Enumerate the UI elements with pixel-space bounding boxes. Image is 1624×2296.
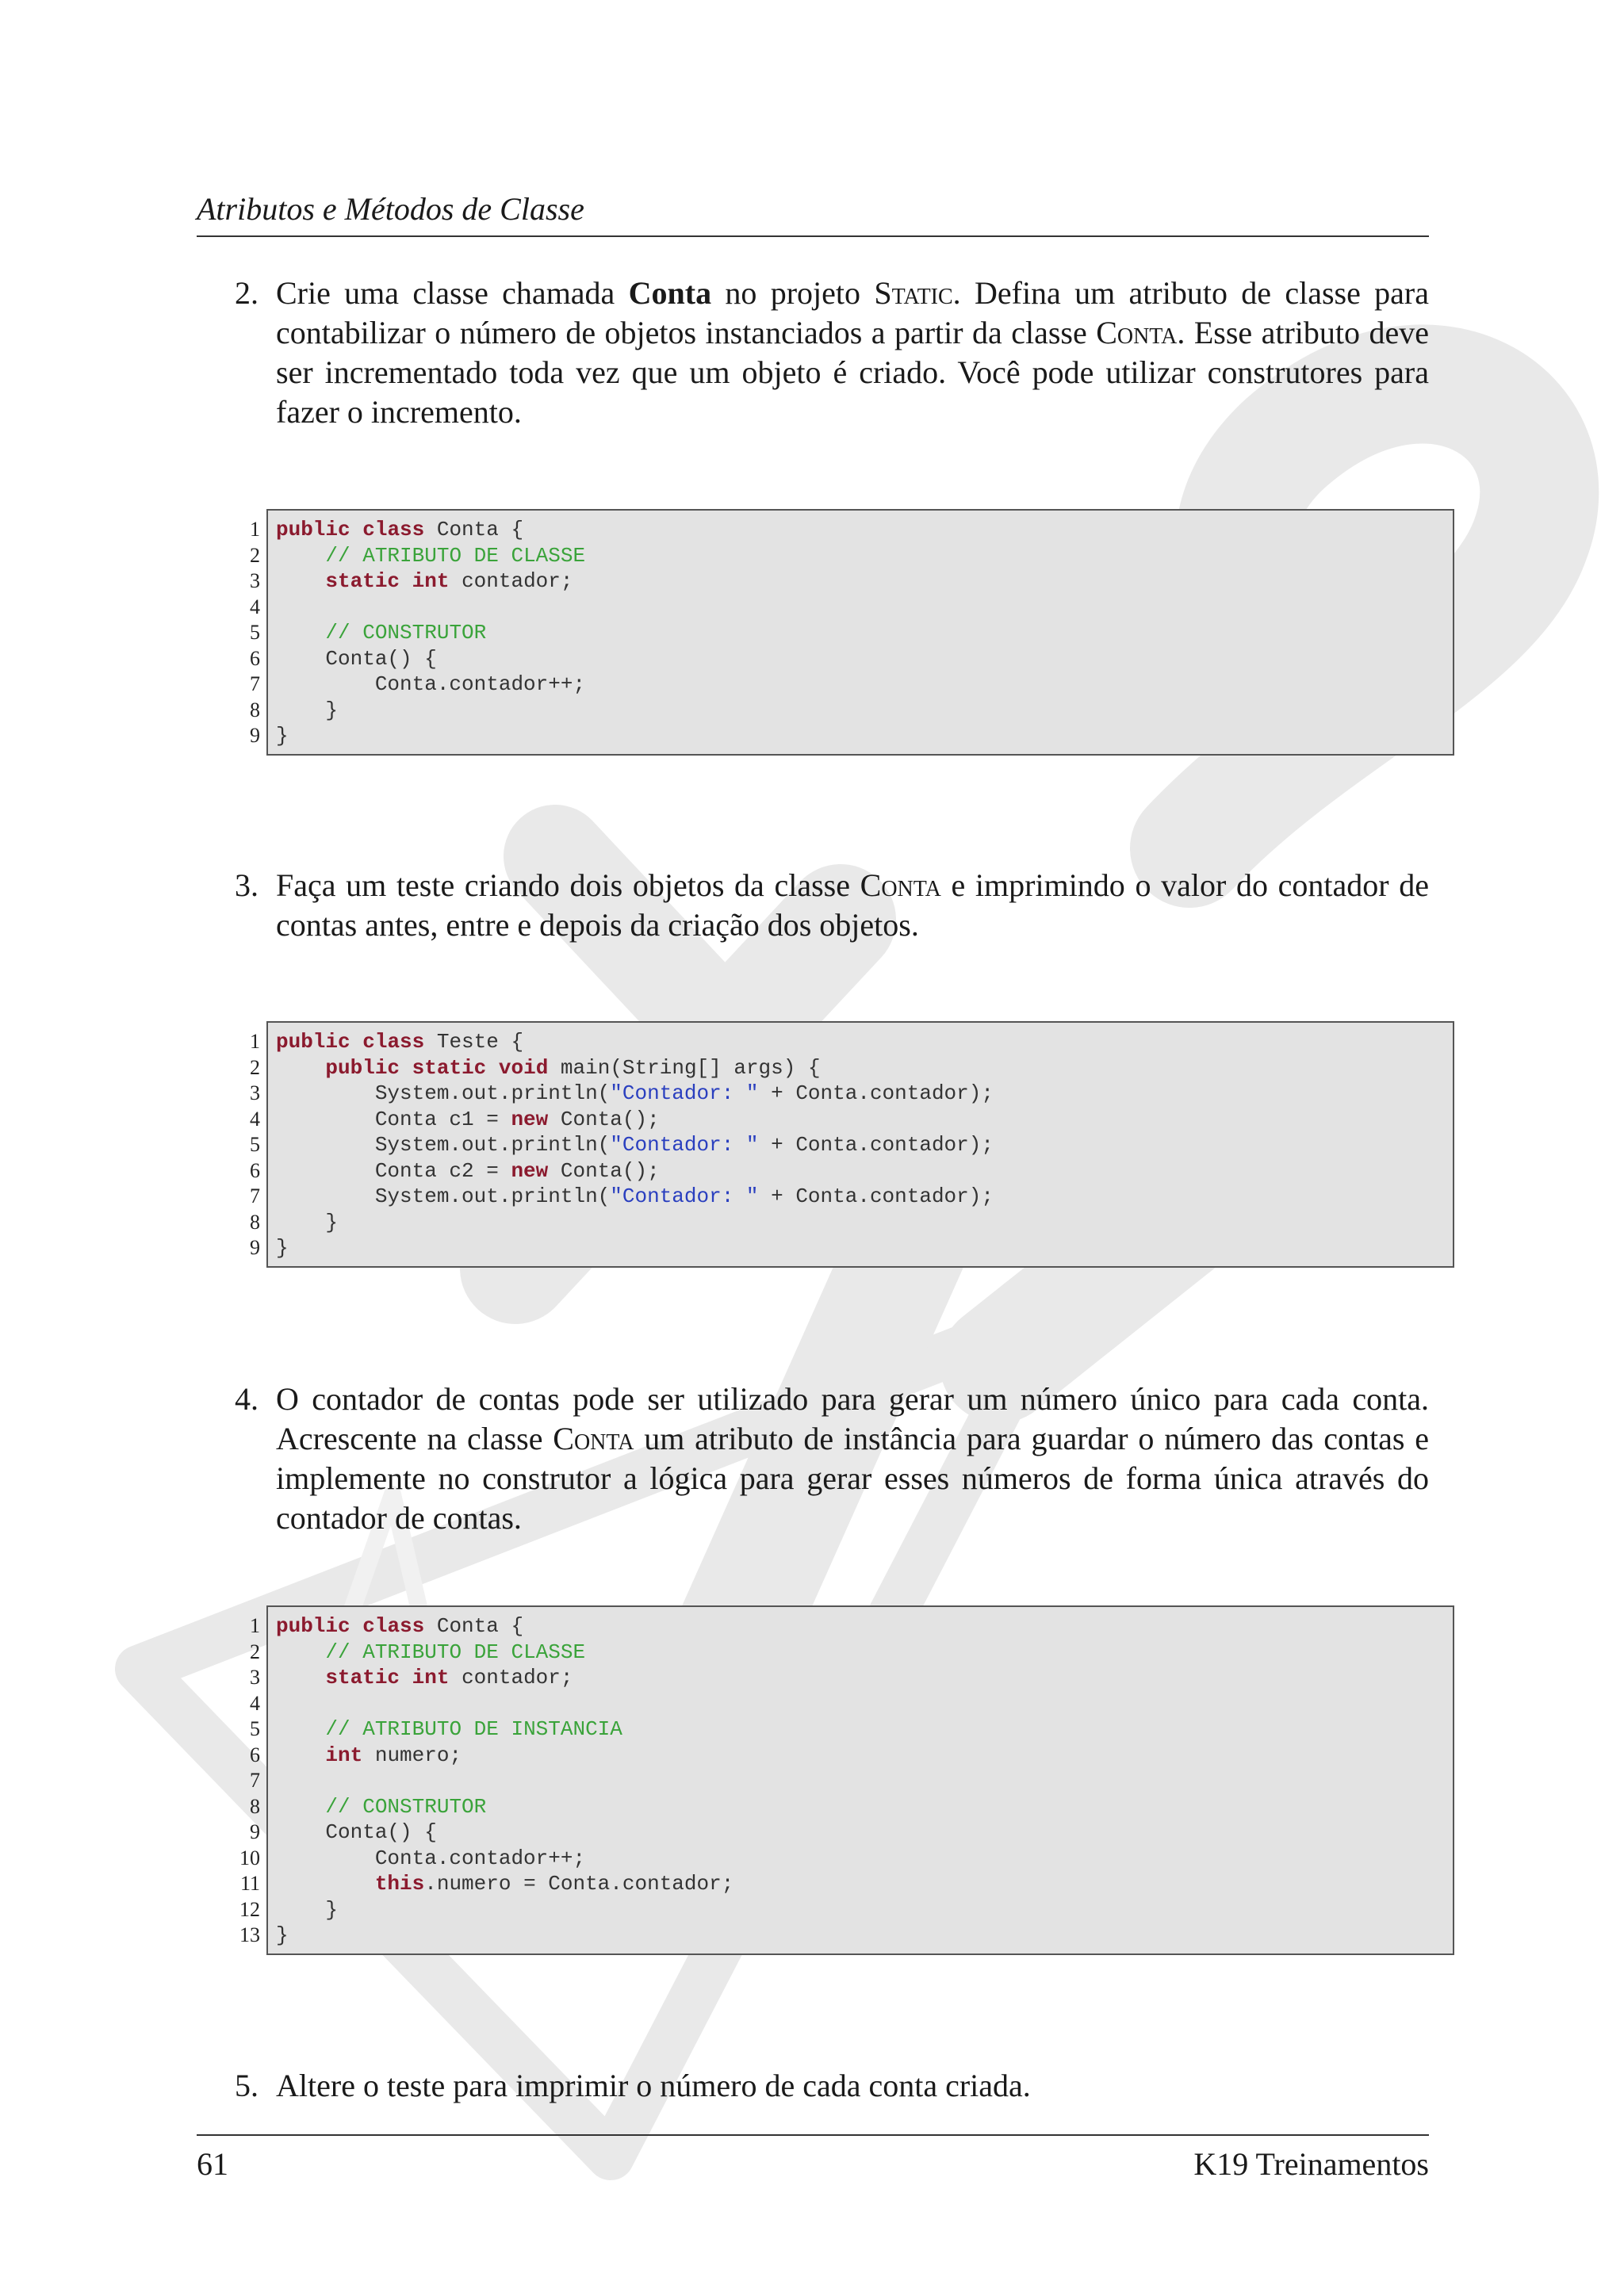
code-line — [250, 1743, 1453, 1769]
code-text — [276, 1795, 325, 1819]
exercise-item-5 — [235, 2066, 1429, 2106]
code-line — [250, 1691, 1453, 1717]
line-number: 5 — [250, 621, 260, 644]
code-text: Conta { — [424, 1614, 524, 1638]
code-line — [250, 543, 1453, 569]
code-keyword: class — [362, 1614, 425, 1638]
line-number: 8 — [250, 698, 260, 721]
code-keyword: this — [374, 1872, 425, 1896]
code-line — [250, 1107, 1453, 1133]
code-string: "Contador: " — [610, 1184, 759, 1208]
line-number: 4 — [250, 1107, 260, 1131]
text-run: Faça um teste criando dois objetos da classe — [276, 867, 860, 903]
code-text: numero; — [362, 1743, 462, 1767]
line-number: 7 — [250, 1184, 260, 1207]
code-line — [250, 1820, 1453, 1846]
code-line — [250, 1132, 1453, 1158]
line-number: 3 — [250, 1666, 260, 1689]
code-text: Conta(); — [548, 1158, 660, 1183]
smallcaps-term: Static — [874, 275, 953, 311]
line-number: 5 — [250, 1133, 260, 1156]
code-keyword: public — [276, 518, 350, 541]
line-number: 6 — [250, 646, 260, 670]
code-line — [250, 672, 1453, 698]
code-line — [250, 1665, 1453, 1691]
code-keyword: public — [276, 1030, 350, 1054]
code-text — [350, 1614, 363, 1638]
line-number: 7 — [250, 672, 260, 695]
code-text: System.out.println( — [276, 1184, 611, 1208]
line-number: 2 — [250, 543, 260, 567]
code-line — [250, 1768, 1453, 1794]
code-comment: // CONSTRUTOR — [325, 1794, 487, 1819]
code-text — [276, 1056, 325, 1080]
code-keyword: public — [276, 1614, 350, 1638]
smallcaps-term: Conta — [1096, 315, 1178, 350]
code-text: } — [276, 698, 339, 722]
code-text — [276, 1717, 325, 1741]
code-text — [400, 569, 412, 593]
code-keyword: class — [362, 1030, 425, 1054]
line-number: 5 — [250, 1717, 260, 1740]
code-line — [250, 595, 1453, 621]
code-keyword: static — [325, 569, 400, 593]
text-run: Crie uma classe chamada — [276, 275, 629, 311]
line-number: 13 — [239, 1923, 260, 1946]
code-line — [250, 1210, 1453, 1236]
line-number: 2 — [250, 1640, 260, 1663]
text-run: um atributo de instância para guardar o número das contas e implemente no construtor a lógica para gerar esses números de forma única através do contador de contas. — [276, 1421, 1430, 1536]
line-number: 8 — [250, 1210, 260, 1234]
text-run: e imprimindo o valor do contador de contas antes, entre e depois da criação dos objetos. — [276, 867, 1429, 943]
code-text — [486, 1056, 499, 1080]
exercise-item-3 — [235, 866, 1429, 945]
code-line — [250, 1184, 1453, 1210]
code-block-1 — [250, 509, 1454, 756]
code-text: Conta.contador++; — [276, 1846, 586, 1870]
code-text: Conta.contador++; — [276, 672, 586, 696]
code-line — [250, 1158, 1453, 1184]
item-text — [276, 274, 1429, 432]
code-line — [250, 698, 1453, 724]
code-text: } — [276, 1923, 289, 1947]
code-line — [250, 1640, 1453, 1666]
code-line — [250, 646, 1453, 672]
line-number: 11 — [239, 1872, 260, 1895]
line-number: 4 — [250, 595, 260, 618]
bold-term: Conta — [628, 275, 712, 311]
code-text: Conta c1 = — [276, 1107, 511, 1131]
code-text: main(String[] args) { — [548, 1055, 821, 1080]
item-text — [276, 2066, 1429, 2106]
code-comment: // ATRIBUTO DE INSTANCIA — [325, 1717, 622, 1741]
code-text: Conta() { — [276, 646, 437, 671]
text-run: no projeto — [711, 275, 875, 311]
code-string: "Contador: " — [610, 1133, 759, 1157]
code-text — [400, 1056, 412, 1080]
item-text — [276, 866, 1429, 945]
line-number: 6 — [250, 1743, 260, 1766]
line-number: 9 — [250, 724, 260, 747]
code-line — [239, 1871, 1453, 1897]
code-comment: // ATRIBUTO DE CLASSE — [325, 543, 586, 568]
code-text — [400, 1666, 412, 1689]
code-text — [276, 569, 325, 593]
code-keyword: new — [511, 1158, 549, 1183]
code-string: "Contador: " — [610, 1081, 759, 1105]
code-comment: // ATRIBUTO DE CLASSE — [325, 1640, 586, 1664]
text-run: . Esse atributo deve ser incrementado toda vez que um objeto é criado. Você pode utilizar construtores para fazer o incremento. — [276, 315, 1429, 430]
code-line — [250, 1055, 1453, 1081]
code-text: } — [276, 1210, 339, 1234]
code-comment: // CONSTRUTOR — [325, 621, 487, 645]
code-keyword: int — [412, 569, 450, 593]
code-text — [276, 621, 325, 645]
text-run: . Defina um atributo de classe para contabilizar o número de objetos instanciados a partir da classe — [276, 275, 1429, 350]
code-text — [276, 1872, 375, 1896]
line-number: 1 — [250, 1614, 260, 1637]
line-number: 3 — [250, 1081, 260, 1104]
line-number: 4 — [250, 1691, 260, 1715]
code-text: Conta c2 = — [276, 1158, 511, 1183]
code-line — [239, 1846, 1453, 1872]
code-text — [350, 518, 363, 541]
line-number: 1 — [250, 1030, 260, 1053]
line-number: 9 — [250, 1820, 260, 1843]
running-header: Atributos e Métodos de Classe — [197, 190, 1429, 237]
code-text: + Conta.contador); — [758, 1081, 994, 1105]
text-run: O contador de contas pode ser utilizado para gerar um número único para cada conta. Acrescente na classe — [276, 1381, 1429, 1456]
code-text — [276, 1640, 325, 1664]
line-number: 12 — [239, 1897, 260, 1921]
code-block-2 — [250, 1021, 1454, 1268]
code-text: Conta { — [424, 518, 524, 541]
code-keyword: static — [412, 1055, 487, 1080]
code-text — [276, 1666, 325, 1689]
code-text — [276, 1743, 325, 1767]
code-line — [250, 1235, 1453, 1261]
code-line — [250, 517, 1453, 543]
code-keyword: class — [362, 518, 425, 541]
smallcaps-term: Conta — [860, 867, 941, 903]
exercise-item-4 — [235, 1380, 1429, 1538]
code-line — [250, 1613, 1453, 1640]
item-text — [276, 1380, 1429, 1538]
code-keyword: void — [498, 1055, 549, 1080]
code-line — [250, 620, 1453, 646]
line-number: 1 — [250, 518, 260, 541]
item-number: 4. — [235, 1381, 259, 1417]
code-text: } — [276, 1897, 339, 1922]
code-keyword: static — [325, 1666, 400, 1689]
code-text: contador; — [449, 569, 573, 593]
exercise-item-2 — [235, 274, 1429, 432]
code-keyword: new — [511, 1107, 549, 1131]
code-text: } — [276, 1236, 289, 1260]
line-number: 6 — [250, 1158, 260, 1182]
page-footer — [197, 2134, 1429, 2183]
code-text: Teste { — [424, 1030, 524, 1054]
code-text: System.out.println( — [276, 1081, 611, 1105]
item-number: 3. — [235, 867, 259, 903]
code-text: .numero = Conta.contador; — [424, 1872, 734, 1896]
text-run: Altere o teste para imprimir o número de cada conta criada. — [276, 2068, 1031, 2103]
code-line — [250, 1716, 1453, 1743]
code-text: Conta(); — [548, 1107, 660, 1131]
code-line — [239, 1923, 1453, 1949]
code-text: + Conta.contador); — [758, 1133, 994, 1157]
code-line — [250, 1794, 1453, 1820]
code-line — [250, 568, 1453, 595]
code-block-3 — [239, 1605, 1454, 1955]
code-text — [350, 1030, 363, 1054]
item-number: 2. — [235, 275, 259, 311]
line-number: 2 — [250, 1055, 260, 1079]
line-number: 10 — [239, 1846, 260, 1869]
code-keyword: int — [412, 1666, 450, 1689]
code-line — [250, 1029, 1453, 1055]
code-text: Conta() { — [276, 1820, 437, 1844]
code-text: + Conta.contador); — [758, 1184, 994, 1208]
code-text — [276, 544, 325, 568]
code-line — [250, 723, 1453, 749]
code-keyword: int — [325, 1743, 363, 1767]
code-text: } — [276, 724, 289, 748]
code-text: System.out.println( — [276, 1133, 611, 1157]
line-number: 3 — [250, 569, 260, 592]
item-number: 5. — [235, 2068, 259, 2103]
code-text: contador; — [449, 1666, 573, 1689]
code-line — [239, 1897, 1453, 1923]
code-line — [250, 1081, 1453, 1107]
publisher-name: K19 Treinamentos — [1193, 2146, 1429, 2182]
line-number: 9 — [250, 1236, 260, 1259]
line-number: 7 — [250, 1769, 260, 1792]
code-keyword: public — [325, 1055, 400, 1080]
page-number: 61 — [197, 2146, 228, 2182]
smallcaps-term: Conta — [553, 1421, 634, 1456]
line-number: 8 — [250, 1794, 260, 1818]
